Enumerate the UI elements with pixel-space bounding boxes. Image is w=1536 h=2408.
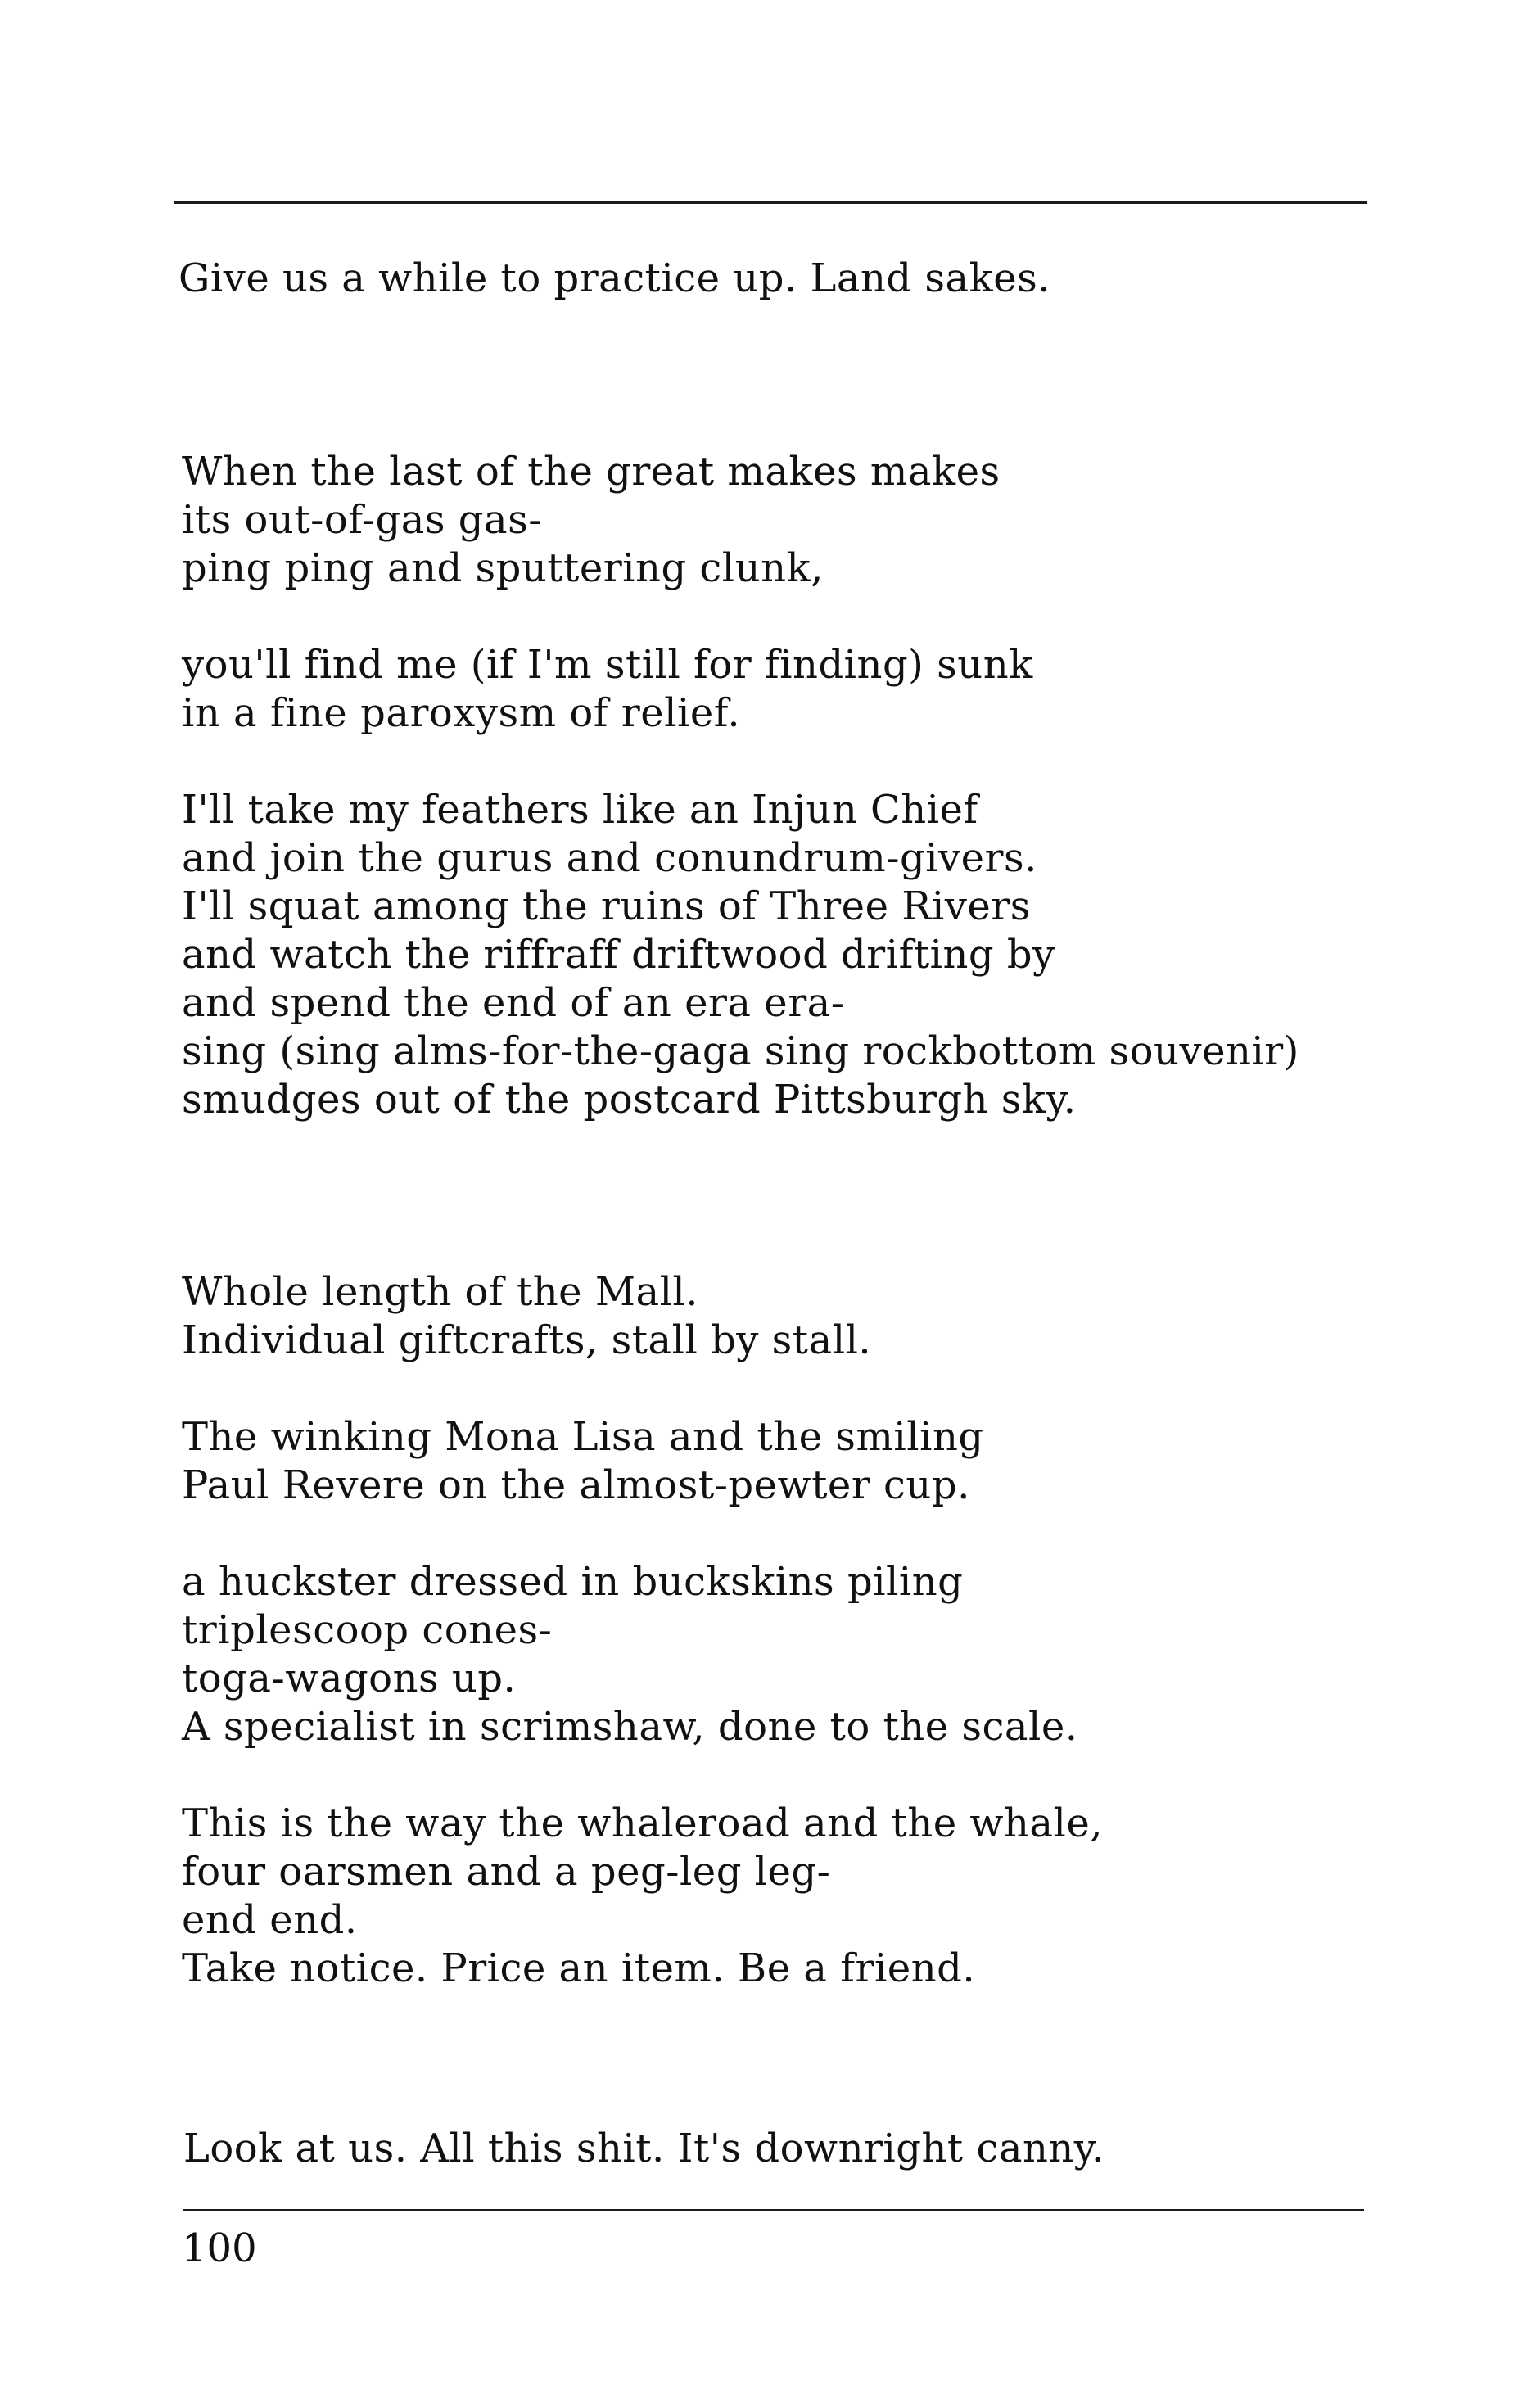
poem-line: four oarsmen and a peg-leg leg- [182,1849,831,1895]
poem-line: smudges out of the postcard Pittsburgh sky. [182,1077,1077,1123]
poem-line: I'll squat among the ruins of Three Rivers [182,883,1031,929]
poem-line: a huckster dressed in buckskins piling [182,1559,964,1605]
poem-line: Give us a while to practice up. Land sakes. [178,255,1051,301]
page-number: 100 [182,2225,257,2271]
poem-line: I'll take my feathers like an Injun Chief [182,787,978,833]
poem-line: Whole length of the Mall. [182,1269,699,1315]
poem-line: ping ping and sputtering clunk, [182,545,824,591]
poem-line: its out-of-gas gas- [182,497,542,543]
poem-line: Look at us. All this shit. It's downright canny. [183,2126,1105,2171]
top-rule [174,201,1367,204]
poem-line: in a fine paroxysm of relief. [182,690,741,736]
poem-line: and spend the end of an era era- [182,980,845,1026]
poem-line: This is the way the whaleroad and the whale, [182,1800,1104,1846]
poem-line: you'll find me (if I'm still for finding) sunk [182,642,1033,688]
poem-line: and watch the riffraff driftwood drifting by [182,932,1055,978]
poem-line: Individual giftcrafts, stall by stall. [182,1317,872,1363]
poem-line: When the last of the great makes makes [182,449,1001,495]
bottom-rule [183,2209,1364,2211]
poem-line: Paul Revere on the almost-pewter cup. [182,1462,970,1508]
poem-line: The winking Mona Lisa and the smiling [182,1414,984,1460]
poem-line: end end. [182,1897,358,1943]
poem-line: toga-wagons up. [182,1656,517,1701]
poem-line: Take notice. Price an item. Be a friend. [182,1945,976,1991]
poem-line: and join the gurus and conundrum-givers. [182,835,1037,881]
poem-line: A specialist in scrimshaw, done to the scale. [182,1704,1078,1750]
poem-line: triplescoop cones- [182,1607,553,1653]
poem-line: sing (sing alms-for-the-gaga sing rockbottom souvenir) [182,1028,1299,1074]
